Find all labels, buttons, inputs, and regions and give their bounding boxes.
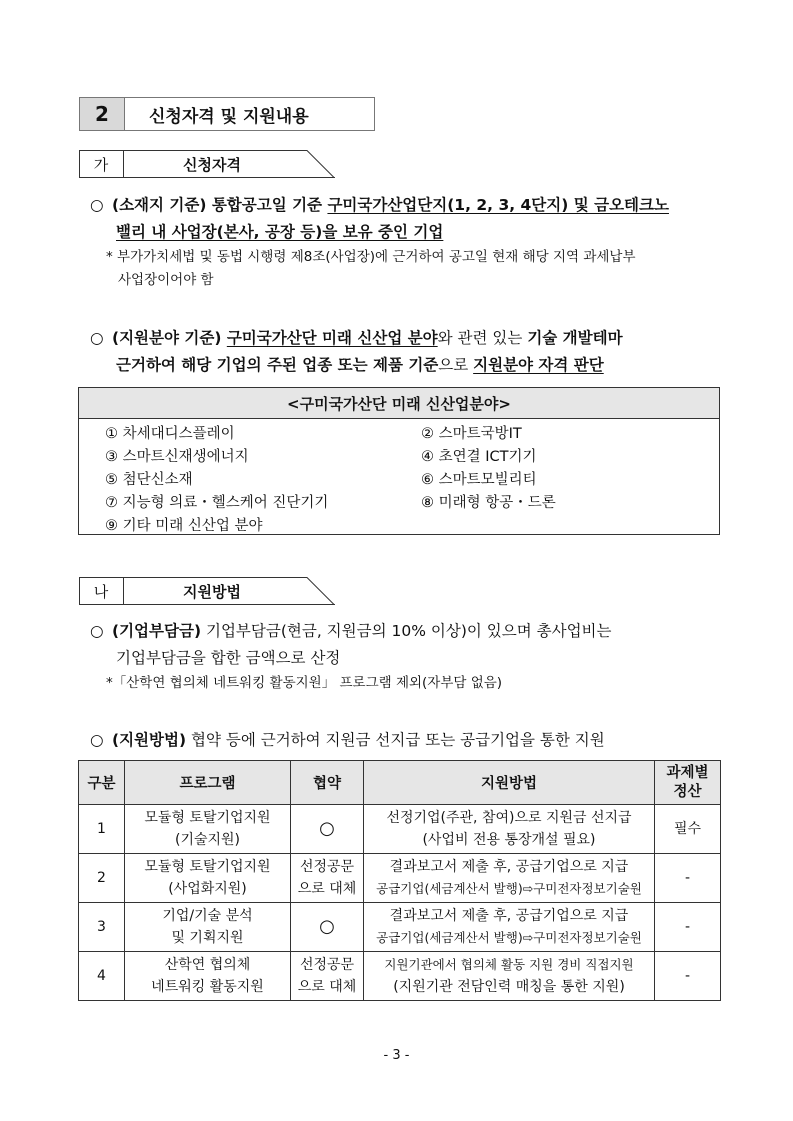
method-line: 공급기업(세금계산서 발행)⇨구미전자정보기술원	[376, 881, 642, 896]
field-item: ② 스마트국방IT	[421, 426, 522, 442]
criteria-field: 구미국가산단 미래 신산업 분야	[226, 329, 438, 347]
page-number: - 3 -	[383, 1048, 410, 1063]
cell-method	[364, 805, 655, 854]
criteria-basis: 근거하여 해당 기업의 주된 업종 또는 제품 기준	[116, 356, 439, 374]
program-line: 산학연 협의체	[164, 957, 251, 973]
field-item: ⑥ 스마트모빌리티	[421, 472, 537, 488]
cell-agreement	[291, 854, 364, 903]
field-item: ⑦ 지능형 의료・헬스케어 진단기기	[105, 495, 329, 511]
burden-note	[106, 672, 726, 695]
eligibility-label: (소재지 기준) 통합공고일 기준	[112, 196, 328, 214]
cell-agreement	[291, 903, 364, 952]
header-cell: 프로그램	[125, 761, 291, 805]
agreement-line: 선정공문	[299, 957, 355, 973]
burden-label: (기업부담금)	[112, 622, 202, 640]
table-row	[79, 805, 721, 854]
eligibility-note	[106, 246, 726, 292]
bullet-circle: ○	[90, 622, 104, 640]
field-item: ⑨ 기타 미래 신산업 분야	[105, 518, 263, 534]
cell-agreement	[291, 952, 364, 1001]
cell-program	[125, 854, 291, 903]
table-row	[79, 854, 721, 903]
eligibility-location-cont: 밸리 내 사업장(본사, 공장 등)을 보유 중인 기업	[116, 223, 444, 241]
note-line: * 부가가치세법 및 동법 시행령 제8조(사업장)에 근거하여 공고일 현재 해당 지역 과세납부	[106, 249, 636, 265]
program-line: 및 기획지원	[171, 930, 244, 946]
program-line: 모듈형 토탈기업지원	[144, 859, 271, 875]
header-cell: 과제별 정산	[655, 761, 721, 805]
method-label: (지원방법)	[112, 731, 187, 749]
future-industry-box	[78, 387, 720, 535]
field-criteria-paragraph	[90, 325, 730, 379]
table-header-row	[79, 761, 721, 805]
field-item: ⑤ 첨단신소재	[105, 472, 193, 488]
subsection-title: 신청자격	[183, 155, 241, 174]
table-row	[79, 952, 721, 1001]
criteria-theme: 기술 개발테마	[527, 329, 623, 347]
bullet-circle: ○	[90, 196, 104, 214]
subsection-letter: 가	[93, 155, 109, 174]
eligibility-paragraph	[90, 192, 730, 246]
cell-method	[364, 952, 655, 1001]
method-text: 협약 등에 근거하여 지원금 선지급 또는 공급기업을 통한 지원	[186, 731, 605, 749]
subsection-a-header	[79, 150, 335, 178]
method-line: 공급기업(세금계산서 발행)⇨구미전자정보기술원	[376, 930, 642, 945]
cell-settle: 필수	[655, 805, 721, 854]
agreement-line: 으로 대체	[297, 979, 357, 995]
section-header	[79, 97, 375, 131]
subsection-b-header	[79, 577, 335, 605]
criteria-label: (지원분야 기준)	[112, 329, 227, 347]
support-method-table	[78, 760, 721, 1001]
burden-text: 기업부담금(현금, 지원금의 10% 이상)이 있으며 총사업비는	[201, 622, 612, 640]
cell-method	[364, 903, 655, 952]
field-item: ① 차세대디스플레이	[105, 426, 235, 442]
method-paragraph	[90, 727, 730, 754]
cell-settle: -	[655, 952, 721, 1001]
cell-no: 2	[79, 854, 125, 903]
criteria-text: 으로	[438, 356, 474, 374]
method-line: (사업비 전용 통장개설 필요)	[422, 832, 596, 848]
cell-settle: -	[655, 903, 721, 952]
header-cell: 협약	[291, 761, 364, 805]
field-item: ③ 스마트신재생에너지	[105, 449, 249, 465]
method-line: 결과보고서 제출 후, 공급기업으로 지급	[389, 908, 629, 924]
note-line: 사업장이어야 함	[118, 272, 214, 288]
program-line: 기업/기술 분석	[162, 908, 253, 924]
method-line: 결과보고서 제출 후, 공급기업으로 지급	[389, 859, 629, 875]
cell-program	[125, 952, 291, 1001]
program-line: 모듈형 토탈기업지원	[144, 810, 271, 826]
criteria-judgement: 지원분야 자격 판단	[473, 356, 604, 374]
method-line: 지원기관에서 협의체 활동 지원 경비 직접지원	[384, 957, 634, 972]
cell-settle: -	[655, 854, 721, 903]
criteria-text: 와 관련 있는	[437, 329, 528, 347]
program-line: (기술지원)	[174, 832, 241, 848]
cell-method	[364, 854, 655, 903]
method-line: 선정기업(주관, 참여)으로 지원금 선지급	[386, 810, 632, 826]
header-cell: 구분	[79, 761, 125, 805]
burden-text-cont: 기업부담금을 합한 금액으로 산정	[116, 649, 341, 667]
agreement-line: 으로 대체	[297, 881, 357, 897]
bullet-circle: ○	[90, 731, 104, 749]
field-item: ④ 초연결 ICT기기	[421, 449, 537, 465]
agreement-line: 선정공문	[299, 859, 355, 875]
program-line: 네트워킹 활동지원	[151, 979, 264, 995]
eligibility-location: 구미국가산업단지(1, 2, 3, 4단지) 및 금오테크노	[327, 196, 669, 214]
section-number: 2	[80, 98, 125, 130]
agreement-line: ○	[319, 916, 335, 937]
header-cell: 지원방법	[364, 761, 655, 805]
cell-no: 3	[79, 903, 125, 952]
field-item: ⑧ 미래형 항공・드론	[421, 495, 556, 511]
cell-no: 1	[79, 805, 125, 854]
bullet-circle: ○	[90, 329, 104, 347]
subsection-title: 지원방법	[183, 582, 241, 601]
note-line: *「산학연 협의체 네트워킹 활동지원」 프로그램 제외(자부담 없음)	[106, 675, 503, 691]
method-line: (지원기관 전담인력 매칭을 통한 지원)	[393, 979, 625, 995]
cell-agreement	[291, 805, 364, 854]
section-title: 신청자격 및 지원내용	[149, 106, 309, 127]
agreement-line: ○	[319, 818, 335, 839]
future-industry-title: <구미국가산단 미래 신산업분야>	[79, 388, 719, 419]
subsection-letter: 나	[93, 582, 109, 601]
program-line: (사업화지원)	[168, 881, 247, 897]
burden-paragraph	[90, 618, 730, 672]
cell-no: 4	[79, 952, 125, 1001]
table-row	[79, 903, 721, 952]
cell-program	[125, 903, 291, 952]
cell-program	[125, 805, 291, 854]
